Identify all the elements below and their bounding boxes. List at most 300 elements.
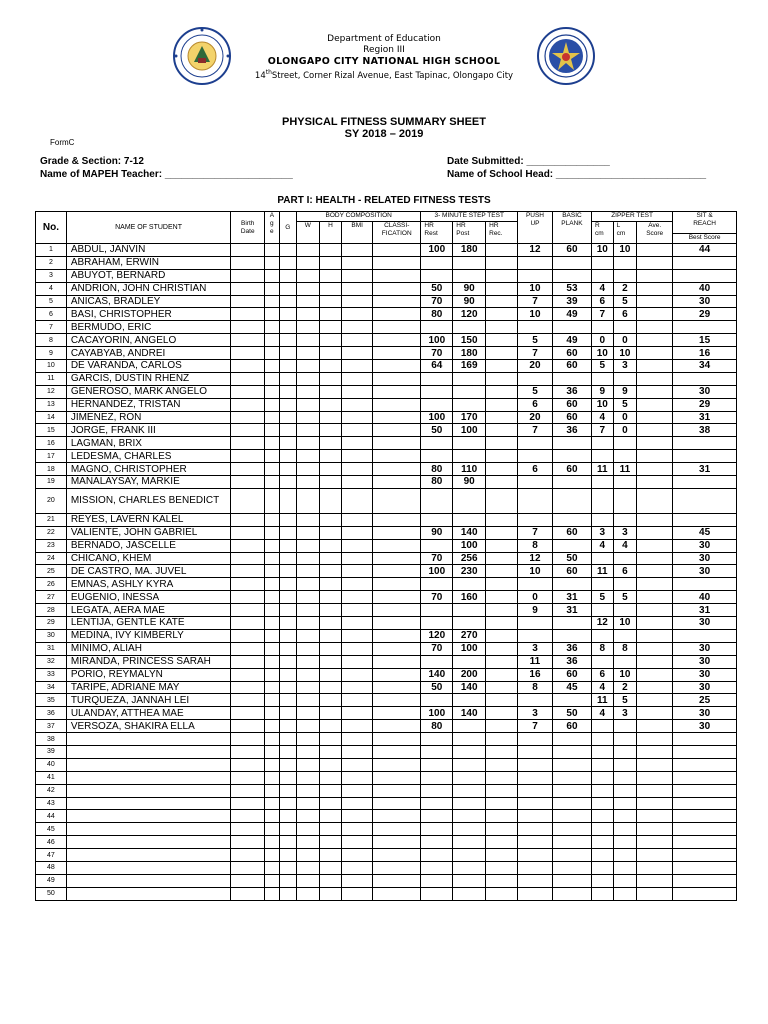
plank-cell: 60 [552,526,591,539]
student-name: VALIENTE, JOHN GABRIEL [66,526,230,539]
sit-reach-cell: 40 [673,591,737,604]
push-up-cell [518,758,553,771]
hr-rest-cell [421,398,453,411]
height-cell [319,321,342,334]
row-number: 30 [36,629,67,642]
classification-cell [373,617,421,630]
hr-rest-cell [421,836,453,849]
zipper-ave-cell [637,887,673,900]
hr-rest-cell: 70 [421,552,453,565]
table-row [36,591,737,604]
table-row [36,720,737,733]
birth-date-cell [231,707,265,720]
push-up-cell [518,771,553,784]
col-sit-label: SIT & [696,212,713,219]
hr-rec-cell [486,784,518,797]
gender-cell [279,244,296,257]
hr-rec-cell [486,655,518,668]
row-number: 25 [36,565,67,578]
zipper-right-cell: 10 [591,398,613,411]
bmi-cell [342,836,373,849]
zipper-right-cell [591,810,613,823]
row-number: 22 [36,526,67,539]
weight-cell [297,617,320,630]
hr-post-cell: 170 [453,411,486,424]
classification-cell [373,681,421,694]
zipper-left-cell [613,745,637,758]
birth-date-cell [231,244,265,257]
push-up-cell: 6 [518,463,553,476]
sit-reach-cell: 29 [673,308,737,321]
sit-reach-cell: 31 [673,604,737,617]
zipper-right-cell [591,874,613,887]
date-submitted: Date Submitted: _______________ [447,156,610,167]
plank-cell [552,771,591,784]
push-up-cell: 11 [518,655,553,668]
bmi-cell [342,810,373,823]
birth-date-cell [231,398,265,411]
col-left-cm [613,222,637,244]
hr-post-cell: 180 [453,244,486,257]
weight-cell [297,256,320,269]
hr-post-cell: 256 [453,552,486,565]
gender-cell [279,565,296,578]
birth-date-cell [231,385,265,398]
zipper-left-cell: 10 [613,668,637,681]
hr-rec-cell [486,488,518,513]
age-cell [265,861,279,874]
push-up-cell [518,836,553,849]
push-up-cell: 3 [518,707,553,720]
gender-cell [279,463,296,476]
height-cell [319,398,342,411]
hr-rec-cell [486,256,518,269]
hr-rest-cell: 100 [421,411,453,424]
col-hr-rest [421,222,453,244]
hr-rec-cell [486,295,518,308]
gender-cell [279,694,296,707]
zipper-left-cell [613,823,637,836]
col-classification [373,222,421,244]
zipper-right-cell [591,887,613,900]
age-cell [265,617,279,630]
classification-cell [373,604,421,617]
bmi-cell [342,424,373,437]
height-cell [319,450,342,463]
school-address [200,67,568,82]
student-name: ABDUL, JANVIN [66,244,230,257]
classification-cell [373,539,421,552]
col-hr-rec [486,222,518,244]
row-number: 24 [36,552,67,565]
age-cell [265,334,279,347]
height-cell [319,668,342,681]
col-step-test: 3- MINUTE STEP TEST [421,212,518,222]
birth-date-cell [231,771,265,784]
zipper-ave-cell [637,642,673,655]
col-reach-label: REACH [693,220,716,227]
table-row [36,552,737,565]
zipper-ave-cell [637,513,673,526]
zipper-right-cell [591,604,613,617]
hr-rest-cell [421,539,453,552]
birth-date-cell [231,823,265,836]
zipper-right-cell [591,655,613,668]
gender-cell [279,758,296,771]
hr-rest-cell [421,617,453,630]
student-name [66,887,230,900]
hr-post-cell [453,578,486,591]
weight-cell [297,810,320,823]
student-name [66,733,230,746]
zipper-right-cell [591,784,613,797]
sit-reach-cell: 30 [673,642,737,655]
height-cell [319,823,342,836]
hr-post-cell [453,823,486,836]
age-cell [265,321,279,334]
bmi-cell [342,617,373,630]
weight-cell [297,733,320,746]
birth-date-cell [231,488,265,513]
col-no: No. [36,212,67,244]
hr-rest-cell [421,385,453,398]
bmi-cell [342,874,373,887]
zipper-right-cell: 12 [591,617,613,630]
push-up-cell: 20 [518,360,553,373]
table-row [36,784,737,797]
weight-cell [297,668,320,681]
col-age [265,212,279,244]
weight-cell [297,269,320,282]
table-row [36,565,737,578]
row-number: 19 [36,476,67,489]
birth-date-cell [231,578,265,591]
weight-cell [297,707,320,720]
hr-rec-cell [486,539,518,552]
hr-rest-cell [421,578,453,591]
row-number: 3 [36,269,67,282]
age-cell [265,707,279,720]
age-cell [265,629,279,642]
plank-cell: 31 [552,591,591,604]
student-name [66,836,230,849]
classification-cell [373,578,421,591]
height-cell [319,591,342,604]
classification-cell [373,849,421,862]
birth-date-cell [231,784,265,797]
age-cell [265,810,279,823]
plank-cell: 31 [552,604,591,617]
hr-post-cell [453,745,486,758]
age-cell [265,655,279,668]
height-cell [319,334,342,347]
sit-reach-cell: 44 [673,244,737,257]
row-number: 35 [36,694,67,707]
hr-post-cell [453,797,486,810]
sit-reach-cell: 40 [673,282,737,295]
hr-rec-cell [486,668,518,681]
hr-post-cell [453,450,486,463]
hr-rec-cell [486,308,518,321]
zipper-ave-cell [637,476,673,489]
zipper-left-cell [613,450,637,463]
student-name: VERSOZA, SHAKIRA ELLA [66,720,230,733]
table-row [36,347,737,360]
zipper-right-cell [591,256,613,269]
height-cell [319,282,342,295]
zipper-left-cell [613,810,637,823]
table-row [36,745,737,758]
zipper-right-cell: 5 [591,591,613,604]
gender-cell [279,308,296,321]
push-up-cell [518,694,553,707]
student-name [66,758,230,771]
row-number: 48 [36,861,67,874]
bmi-cell [342,411,373,424]
zipper-ave-cell [637,424,673,437]
zipper-left-cell [613,655,637,668]
hr-rec-cell [486,758,518,771]
student-name [66,784,230,797]
hr-rest-cell [421,874,453,887]
gender-cell [279,874,296,887]
push-up-cell: 7 [518,347,553,360]
col-gender: G [279,212,296,244]
age-cell [265,784,279,797]
hr-post-cell: 110 [453,463,486,476]
plank-cell [552,437,591,450]
row-number: 17 [36,450,67,463]
row-number: 43 [36,797,67,810]
zipper-ave-cell [637,488,673,513]
age-cell [265,565,279,578]
table-row [36,463,737,476]
student-name: CHICANO, KHEM [66,552,230,565]
table-row [36,707,737,720]
plank-cell: 49 [552,308,591,321]
bmi-cell [342,604,373,617]
classification-cell [373,321,421,334]
address-street: Street, Corner Rizal Avenue, East Tapinac, Olongapo City [271,70,514,81]
hr-rec-cell [486,887,518,900]
age-cell [265,578,279,591]
push-up-cell [518,887,553,900]
height-cell [319,836,342,849]
zipper-ave-cell [637,733,673,746]
age-cell [265,526,279,539]
weight-cell [297,642,320,655]
birth-date-cell [231,450,265,463]
table-row [36,282,737,295]
classification-cell [373,552,421,565]
plank-cell [552,694,591,707]
height-cell [319,617,342,630]
height-cell [319,360,342,373]
col-zipper-test: ZIPPER TEST [591,212,672,222]
hr-rec-cell [486,476,518,489]
zipper-right-cell [591,269,613,282]
hr-post-cell [453,385,486,398]
row-number: 23 [36,539,67,552]
zipper-right-cell [591,823,613,836]
hr-rest-cell: 50 [421,424,453,437]
plank-cell [552,874,591,887]
height-cell [319,372,342,385]
bmi-cell [342,629,373,642]
classification-cell [373,295,421,308]
bmi-cell [342,823,373,836]
col-l-label: L [616,222,621,229]
bmi-cell [342,321,373,334]
gender-cell [279,887,296,900]
row-number: 28 [36,604,67,617]
birth-date-cell [231,463,265,476]
sit-reach-cell [673,874,737,887]
zipper-left-cell: 10 [613,617,637,630]
bmi-cell [342,437,373,450]
zipper-left-cell [613,604,637,617]
row-number: 14 [36,411,67,424]
classification-cell [373,874,421,887]
part-title: PART I: HEALTH - RELATED FITNESS TESTS [277,195,491,206]
weight-cell [297,321,320,334]
sit-reach-cell: 25 [673,694,737,707]
height-cell [319,604,342,617]
hr-post-cell: 200 [453,668,486,681]
push-up-cell [518,733,553,746]
plank-cell [552,539,591,552]
table-row [36,334,737,347]
student-name: BERNADO, JASCELLE [66,539,230,552]
height-cell [319,642,342,655]
gender-cell [279,642,296,655]
zipper-right-cell: 3 [591,526,613,539]
weight-cell [297,334,320,347]
gender-cell [279,707,296,720]
row-number: 42 [36,784,67,797]
hr-rest-cell: 80 [421,463,453,476]
zipper-ave-cell [637,385,673,398]
row-number: 41 [36,771,67,784]
gender-cell [279,360,296,373]
push-up-cell: 5 [518,334,553,347]
hr-rec-cell [486,849,518,862]
bmi-cell [342,372,373,385]
bmi-cell [342,565,373,578]
zipper-ave-cell [637,295,673,308]
height-cell [319,797,342,810]
height-cell [319,694,342,707]
table-row [36,668,737,681]
student-name: CACAYORIN, ANGELO [66,334,230,347]
gender-cell [279,578,296,591]
row-number: 46 [36,836,67,849]
bmi-cell [342,797,373,810]
hr-rec-cell [486,823,518,836]
classification-cell [373,256,421,269]
zipper-ave-cell [637,668,673,681]
plank-cell: 50 [552,552,591,565]
zipper-right-cell: 11 [591,694,613,707]
plank-cell [552,810,591,823]
sit-reach-cell: 30 [673,539,737,552]
push-up-cell: 10 [518,308,553,321]
hr-rec-cell [486,720,518,733]
hr-rec-cell [486,836,518,849]
student-name: CAYABYAB, ANDREI [66,347,230,360]
zipper-right-cell: 5 [591,360,613,373]
zipper-left-cell: 0 [613,334,637,347]
student-name: LAGMAN, BRIX [66,437,230,450]
zipper-ave-cell [637,347,673,360]
gender-cell [279,810,296,823]
sit-reach-cell [673,476,737,489]
bmi-cell [342,385,373,398]
zipper-ave-cell [637,244,673,257]
birth-date-cell [231,874,265,887]
push-up-cell [518,321,553,334]
col-age-a: A [269,212,275,219]
plank-cell [552,256,591,269]
height-cell [319,424,342,437]
student-name: REYES, LAVERN KALEL [66,513,230,526]
zipper-ave-cell [637,784,673,797]
hr-rest-cell [421,437,453,450]
push-up-cell: 5 [518,385,553,398]
student-rows [36,244,737,901]
sit-reach-cell [673,437,737,450]
weight-cell [297,565,320,578]
birth-date-cell [231,347,265,360]
age-cell [265,745,279,758]
plank-cell: 60 [552,360,591,373]
plank-cell [552,269,591,282]
hr-post-cell [453,437,486,450]
row-number: 12 [36,385,67,398]
hr-rec-cell [486,321,518,334]
weight-cell [297,578,320,591]
zipper-right-cell: 4 [591,539,613,552]
col-height: H [319,222,342,244]
hr-rec-cell [486,282,518,295]
document-header [0,26,768,86]
gender-cell [279,347,296,360]
classification-cell [373,694,421,707]
hr-rest-cell [421,694,453,707]
table-row [36,694,737,707]
bmi-cell [342,578,373,591]
student-name: GARCIS, DUSTIN RHENZ [66,372,230,385]
student-name: ULANDAY, ATTHEA MAE [66,707,230,720]
gender-cell [279,655,296,668]
gender-cell [279,836,296,849]
plank-cell [552,617,591,630]
hr-post-cell [453,398,486,411]
push-up-cell [518,513,553,526]
push-up-cell: 12 [518,552,553,565]
hr-rest-cell [421,513,453,526]
sit-reach-cell: 30 [673,668,737,681]
hr-rec-cell [486,707,518,720]
age-cell [265,539,279,552]
age-cell [265,887,279,900]
table-row [36,629,737,642]
weight-cell [297,861,320,874]
zipper-ave-cell [637,655,673,668]
zipper-right-cell [591,513,613,526]
push-up-cell [518,488,553,513]
bmi-cell [342,539,373,552]
